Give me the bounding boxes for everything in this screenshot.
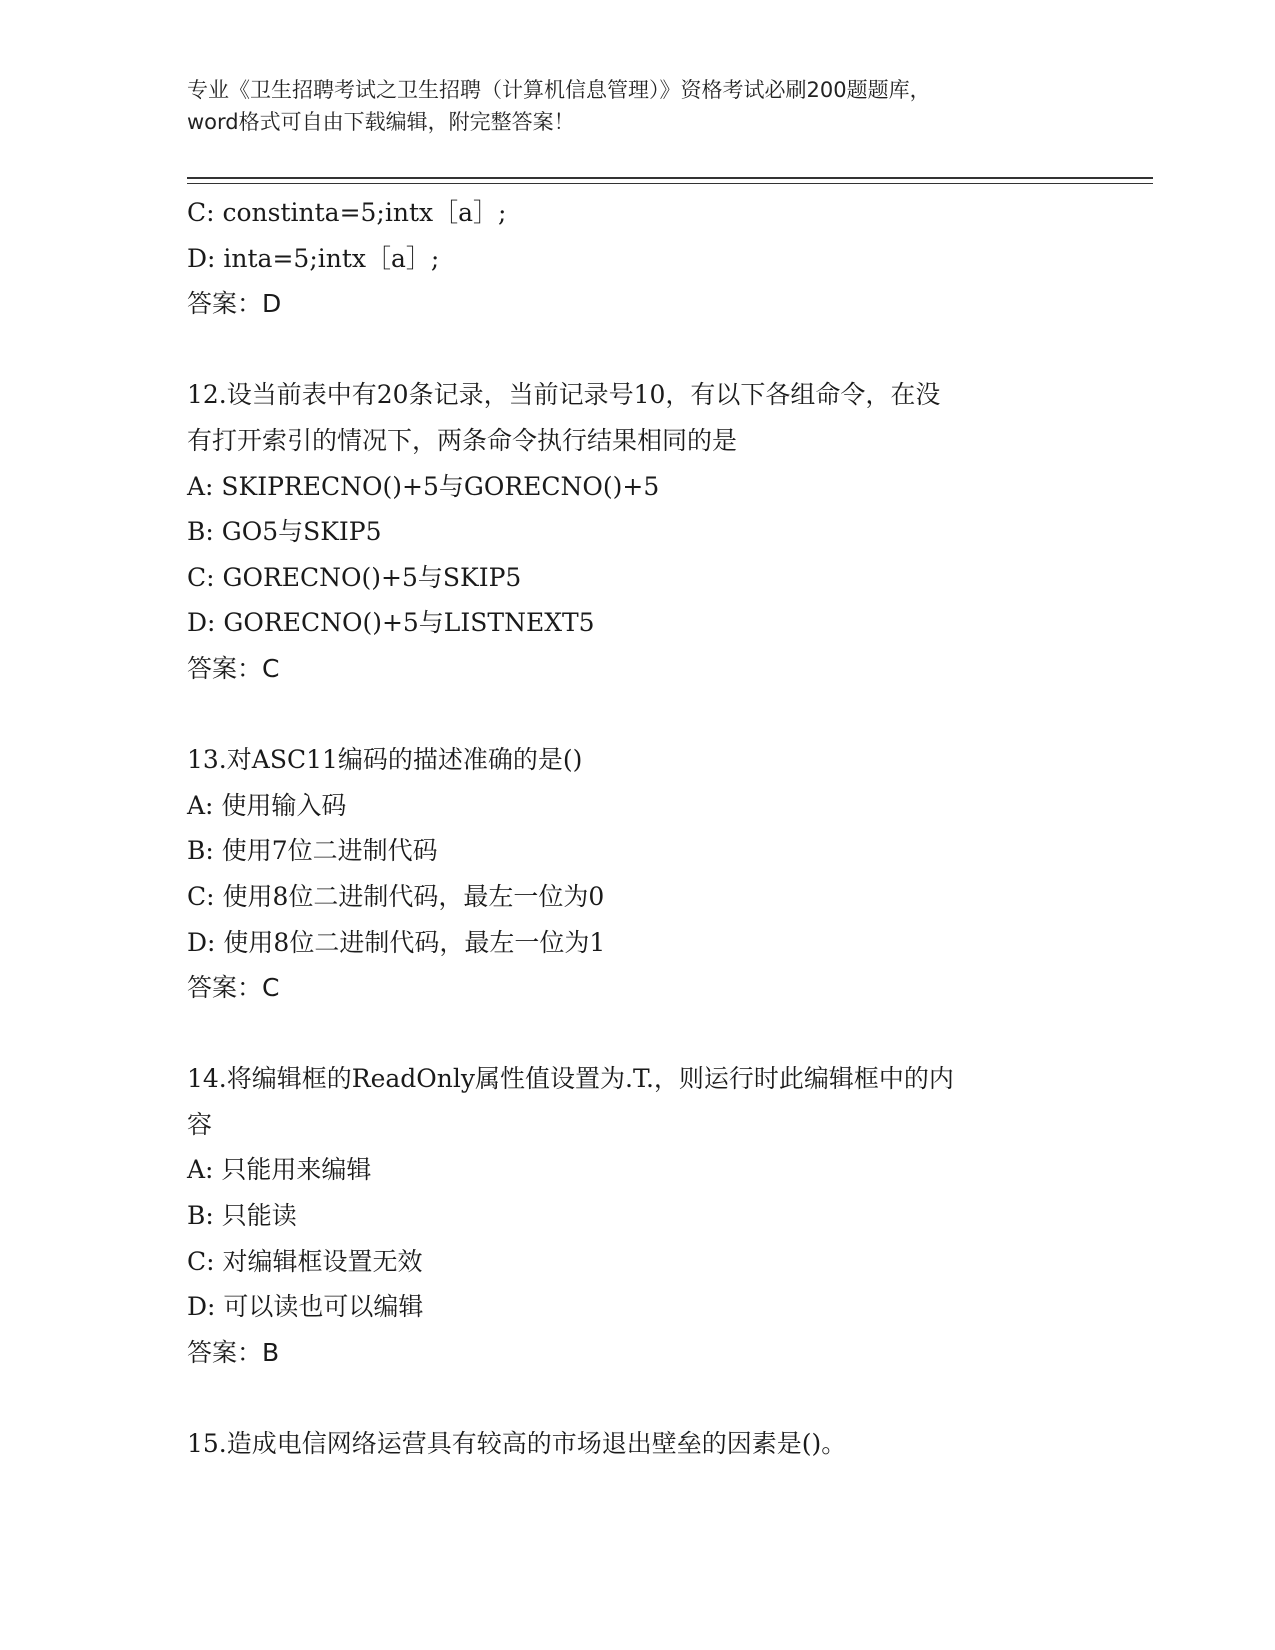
- option-a: A: 只能用来编辑: [187, 1155, 372, 1185]
- option-b: B: 只能读: [187, 1201, 297, 1231]
- header-divider-thick: [187, 177, 1153, 179]
- option-c: C: constinta=5;intx［a］;: [187, 198, 507, 227]
- option-c: C: 对编辑框设置无效: [187, 1246, 423, 1276]
- option-a: A: SKIPRECNO()+5与GORECNO()+5: [187, 471, 660, 501]
- option-c: C: 使用8位二进制代码，最左一位为0: [187, 881, 605, 911]
- answer: 答案：C: [187, 653, 280, 683]
- question-stem: 14.将编辑框的ReadOnly属性值设置为.T.，则运行时此编辑框中的内: [187, 1064, 954, 1094]
- document-body: [187, 190, 1087, 1467]
- question-stem-cont: 容: [187, 1109, 213, 1139]
- question-14: [187, 1056, 1087, 1375]
- answer: 答案：D: [187, 289, 282, 319]
- question-stem: 12.设当前表中有20条记录，当前记录号10，有以下各组命令，在没: [187, 380, 941, 410]
- header-line-2: word格式可自由下载编辑，附完整答案！: [187, 110, 575, 134]
- question-11-tail: [187, 190, 1087, 327]
- question-stem: 15.造成电信网络运营具有较高的市场退出壁垒的因素是()。: [187, 1429, 847, 1459]
- question-15: [187, 1421, 1087, 1467]
- option-d: D: 可以读也可以编辑: [187, 1292, 424, 1322]
- header-line-1: 专业《卫生招聘考试之卫生招聘（计算机信息管理）》资格考试必刷200题题库，: [187, 78, 931, 102]
- question-13: [187, 737, 1087, 1011]
- page-header: [187, 74, 1087, 138]
- option-b: B: 使用7位二进制代码: [187, 836, 438, 866]
- answer: 答案：C: [187, 973, 280, 1003]
- option-d: D: inta=5;intx［a］;: [187, 243, 440, 273]
- option-a: A: 使用输入码: [187, 790, 347, 820]
- option-c: C: GORECNO()+5与SKIP5: [187, 562, 522, 592]
- header-divider-thin: [187, 183, 1153, 184]
- option-d: D: 使用8位二进制代码，最左一位为1: [187, 927, 606, 957]
- option-b: B: GO5与SKIP5: [187, 517, 382, 547]
- answer: 答案：B: [187, 1337, 280, 1367]
- question-12: [187, 372, 1087, 691]
- question-stem: 13.对ASC11编码的描述准确的是(): [187, 745, 583, 775]
- option-d: D: GORECNO()+5与LISTNEXT5: [187, 608, 595, 638]
- question-stem-cont: 有打开索引的情况下，两条命令执行结果相同的是: [187, 425, 738, 455]
